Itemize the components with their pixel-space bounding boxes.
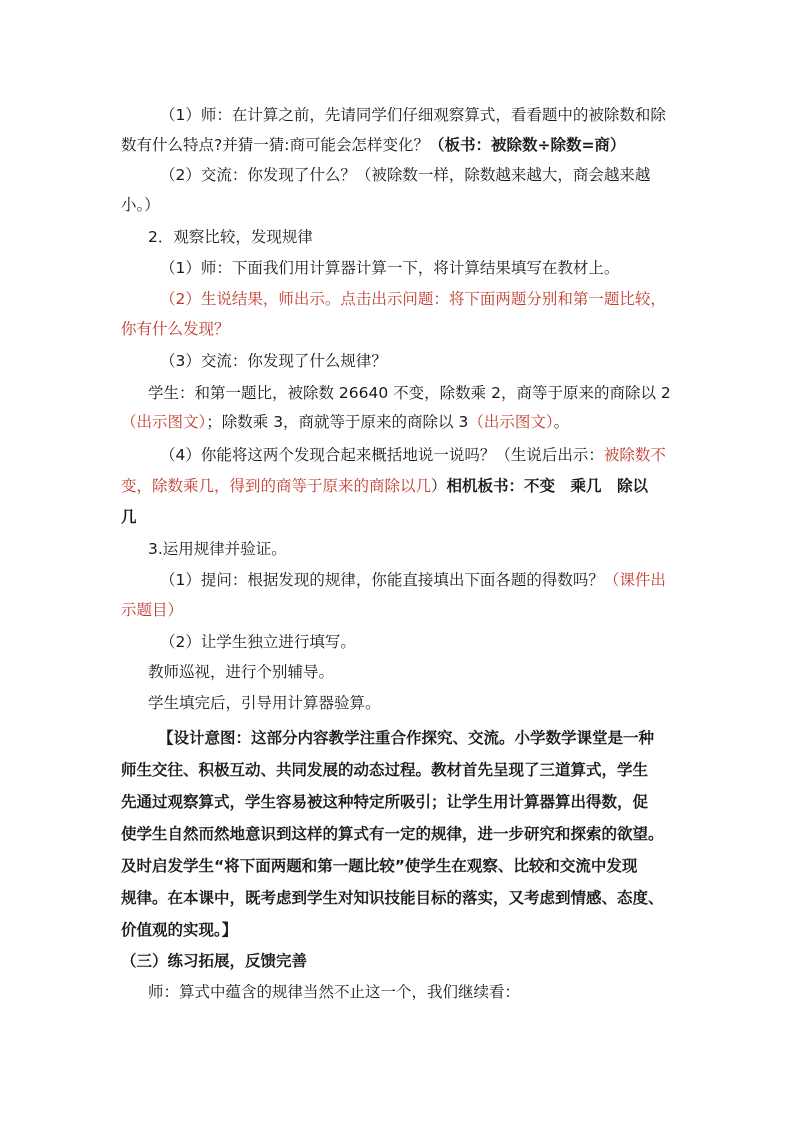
text-span: （三）练习拓展，反馈完善 [121, 952, 308, 970]
text-line [158, 727, 654, 749]
text-span: （4）你能将这两个发现合起来概括地说一说吗？（生说后出示： [160, 446, 604, 464]
text-line [160, 288, 666, 310]
text-line [160, 104, 666, 126]
text-span: 变，除数乘几，得到的商等于原来的商除以几 [121, 477, 432, 495]
text-line [121, 855, 637, 877]
text-line [121, 887, 664, 909]
text-span: ） [431, 477, 447, 495]
text-line [121, 194, 160, 216]
text-line [148, 692, 381, 714]
text-span: ；除数乘 3，商就等于原来的商除以 3 [206, 413, 469, 431]
text-span: 师：算式中蕴含的规律当然不止这一个，我们继续看： [148, 983, 521, 1001]
section-heading [148, 538, 287, 560]
text-line [148, 382, 671, 404]
text-line [160, 164, 650, 186]
text-line [121, 134, 625, 156]
text-span: 规律。在本课中，既考虑到学生对知识技能目标的落实，又考虑到情感、态度、 [121, 889, 664, 907]
text-span: 几 [121, 508, 137, 526]
text-span: 师生交往、积极互动、共同发展的动态过程。教材首先呈现了三道算式，学生 [121, 761, 649, 779]
text-span: 你有什么发现？ [121, 320, 230, 338]
text-span: 价值观的实现。】 [121, 921, 238, 939]
text-span: （2）让学生独立进行填写。 [160, 633, 356, 651]
text-line [160, 350, 387, 372]
text-line [121, 506, 137, 528]
section-heading [148, 226, 313, 248]
text-span: 及时启发学生“将下面两题和第一题比较”使学生在观察、比较和交流中发现 [121, 857, 638, 875]
text-line [160, 631, 356, 653]
text-span: 学生：和第一题比，被除数 26640 不变，除数乘 2，商等于原来的商除以 2 [148, 384, 671, 402]
text-span: （3）交流：你发现了什么规律？ [160, 352, 387, 370]
text-line [160, 444, 666, 466]
text-line [121, 475, 648, 497]
text-span: （出示图文） [121, 413, 207, 431]
text-line [121, 791, 648, 813]
text-span: （2）生说结果，师出示。点击出示问题：将下面两题分别和第一题比较， [160, 290, 666, 308]
text-line [121, 599, 183, 621]
blackboard-note: 相机板书：不变 乘几 除以 [446, 477, 649, 495]
text-span: （出示图文） [468, 413, 554, 431]
text-span: 。 [553, 413, 570, 431]
text-line [121, 919, 237, 941]
text-span: 学生填完后，引导用计算器验算。 [148, 694, 381, 712]
text-span: （2）交流：你发现了什么？（被除数一样，除数越来越大，商会越来越 [160, 166, 651, 184]
text-span: 教师巡视，进行个别辅导。 [148, 663, 335, 681]
blackboard-note: （板书：被除数÷除数=商） [428, 136, 626, 154]
text-line [160, 569, 666, 591]
text-line [148, 981, 520, 1003]
text-span: （1）提问：根据发现的规律，你能直接填出下面各题的得数吗？ [160, 571, 604, 589]
text-span: 使学生自然而然地意识到这样的算式有一定的规律，进一步研究和探索的欲望。 [121, 825, 664, 843]
text-span: （1）师：在计算之前，先请同学们仔细观察算式，看看题中的被除数和除 [160, 106, 666, 124]
text-span: 小。） [121, 196, 160, 214]
text-span: 3.运用规律并验证。 [148, 540, 287, 558]
text-line [121, 318, 230, 340]
text-line [148, 661, 334, 683]
text-span: （1）师：下面我们用计算器计算一下，将计算结果填写在教材上。 [160, 259, 620, 277]
text-line [121, 823, 664, 845]
text-span: （课件出 [603, 571, 666, 589]
text-span: 先通过观察算式，学生容易被这种特定所吸引；让学生用计算器算出得数，促 [121, 793, 649, 811]
text-span: 数有什么特点?并猜一猜:商可能会怎样变化？ [121, 136, 429, 154]
text-line [121, 759, 648, 781]
section-heading [121, 950, 307, 972]
text-line [160, 257, 619, 279]
text-line [121, 411, 569, 433]
text-span: 【设计意图：这部分内容教学注重合作探究、交流。小学数学课堂是一种 [158, 729, 655, 747]
text-span: 被除数不 [603, 446, 666, 464]
text-span: 2．观察比较，发现规律 [148, 228, 313, 246]
text-span: 示题目） [121, 601, 184, 619]
